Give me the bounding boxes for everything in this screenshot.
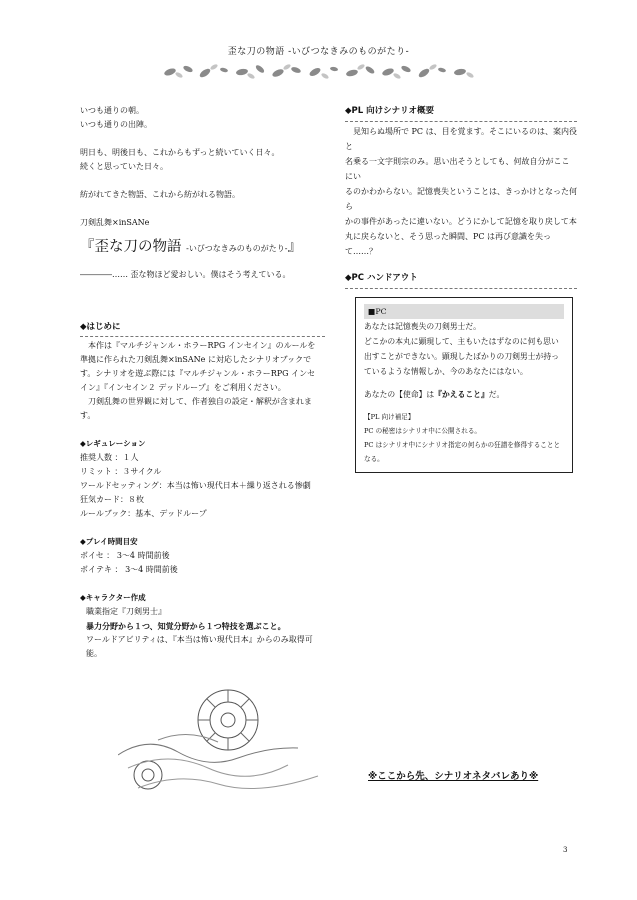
overview-line: 丸に戻らないと、そう思った瞬間、PC は再び意識を失って……？ xyxy=(345,232,552,256)
handout-line: 出すことができない。顕現したばかりの刀剣男士が持っ xyxy=(364,352,559,361)
section-heading-character: ◆キャラクター作成 xyxy=(80,593,146,602)
page-number: 3 xyxy=(563,846,568,854)
handout-line: ているような情報しか、今のあなたにはない。 xyxy=(364,367,528,376)
section-heading-overview: ◆PL 向けシナリオ概要 xyxy=(345,104,577,122)
playtime-line: ボイセ ： 3〜4 時間前後 xyxy=(80,551,170,560)
overview-line: 見知らぬ場所で PC は、目を覚ます。そこにいるのは、案内役と xyxy=(345,127,577,151)
left-column xyxy=(80,104,325,661)
section-heading-hajimeni: ◆はじめに xyxy=(80,320,325,337)
scenario-title-sub: -いびつなきみのものがたり- xyxy=(186,244,288,253)
hajimeni-line: イン』『インセイン２ デッドループ』をご利用ください。 xyxy=(80,383,286,392)
character-line: 能。 xyxy=(86,649,102,658)
chrysanthemum-wave-icon xyxy=(118,680,328,800)
section-heading-playtime: ◆プレイ時間目安 xyxy=(80,537,138,546)
handout-line: どこかの本丸に顕現して、主もいたはずなのに何も思い xyxy=(364,337,559,346)
hajimeni-line: 本作は『マルチジャンル・ホラーRPG インセイン』のルールを xyxy=(88,341,316,350)
quote-line: ――――…… 歪な物ほど愛おしい。僕はそう考えている。 xyxy=(80,270,291,279)
character-line: ワールドアビリティは、『本当は怖い現代日本』からのみ取得可 xyxy=(86,635,313,644)
overview-line: かの事件があったに違いない。どうにかして記憶を取り戻して本 xyxy=(345,217,577,226)
page-header-title: 歪な刀の物語 -いびつなきみのものがたり- xyxy=(227,47,410,57)
handout-line: あなたは記憶喪失の刀剣男士だ。 xyxy=(364,322,481,331)
playtime-line: ボイテキ ： 3〜4 時間前後 xyxy=(80,565,178,574)
scenario-title xyxy=(80,236,325,260)
intro-line: 明日も、明後日も、これからもずっと続いていく日々。 xyxy=(80,148,280,157)
pl-note-heading: 【PL 向け補足】 xyxy=(364,413,415,421)
hajimeni-line: す。シナリオを遊ぶ際には『マルチジャンル・ホラーRPG インセ xyxy=(80,369,316,378)
intro-line: 続くと思っていた日々。 xyxy=(80,162,168,171)
scenario-title-end: 』 xyxy=(287,239,303,255)
regulation-line: リミット ：３サイクル xyxy=(80,467,162,476)
mission-value: 『かえること』 xyxy=(434,390,489,399)
overview-line: るのかわからない。記憶喪失ということは、きっかけとなった何ら xyxy=(345,187,577,211)
regulation-line: 推奨人数 ：１人 xyxy=(80,453,139,462)
pl-note-line: PC はシナリオ中にシナリオ指定の何らかの狂譜を修得することと xyxy=(364,441,561,449)
character-line: 職業指定『刀剣男士』 xyxy=(86,607,166,616)
mission-prefix: あなたの【使命】は xyxy=(364,390,435,399)
hajimeni-line: 準拠に作られた刀剣乱舞×inSANe に対応したシナリオブックで xyxy=(80,355,312,364)
regulation-line: ルールブック：基本、デッドループ xyxy=(80,509,207,518)
pl-note-line: PC の秘密はシナリオ中に公開される。 xyxy=(364,427,482,435)
right-column xyxy=(345,104,577,473)
intro-line: いつも通りの出陣。 xyxy=(80,120,152,129)
intro-line: 紡がれてきた物語、これから紡がれる物語。 xyxy=(80,190,240,199)
spoiler-warning: ※ここから先、シナリオネタバレあり※ xyxy=(368,771,539,782)
mission-line xyxy=(364,387,564,402)
section-heading-handout: ◆PC ハンドアウト xyxy=(345,271,577,289)
pc-handout-box xyxy=(355,297,573,473)
character-line: 暴力分野から１つ、知覚分野から１つ特技を選ぶこと。 xyxy=(86,621,286,631)
scenario-title-main: 『歪な刀の物語 xyxy=(80,239,182,255)
pc-handout-label: ■PC xyxy=(364,304,564,319)
mission-suffix: だ。 xyxy=(488,390,505,399)
hajimeni-line: 刀剣乱舞の世界観に対して、作者独自の設定・解釈が含まれます。 xyxy=(80,397,312,420)
regulation-line: 狂気カード：８枚 xyxy=(80,495,144,504)
overview-line: 名乗る一文字則宗のみ。思い出そうとしても、何故自分がここにい xyxy=(345,157,570,181)
intro-line: いつも通りの朝。 xyxy=(80,106,144,115)
section-heading-regulation: ◆レギュレーション xyxy=(80,439,146,448)
regulation-line: ワールドセッティング：本当は怖い現代日本＋繰り返される惨劇 xyxy=(80,481,311,490)
leaf-decoration-icon xyxy=(160,60,480,82)
pl-note-line: なる。 xyxy=(364,455,384,463)
crossover-label: 刀剣乱舞×inSANe xyxy=(80,218,150,227)
